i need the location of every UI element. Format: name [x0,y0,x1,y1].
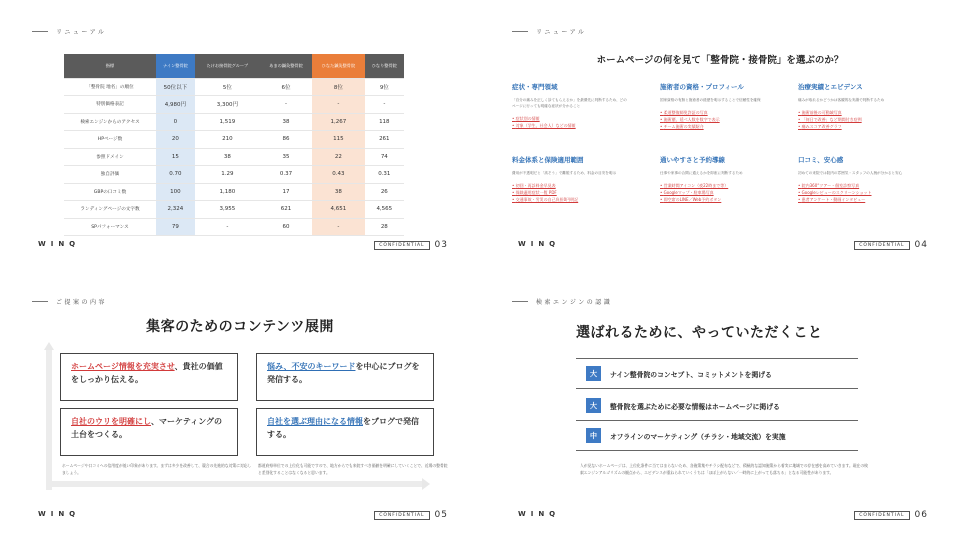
table-cell: 4,565 [365,201,404,219]
table-header-nine: ナイン整骨院 [156,54,195,78]
criteria-item: • Googleマップ・駐車場写真 [660,189,778,196]
action-text: 整骨院を選ぶために必要な情報はホームページに掲げる [610,402,780,411]
confidential-label: CONFIDENTIAL [854,241,909,250]
table-cell: 100 [156,183,195,201]
table-cell: - [195,218,260,236]
row-label: HPページ数 [64,131,156,149]
comparison-table [64,54,404,236]
criteria-column [512,155,630,203]
page-number: 05 [434,510,448,520]
row-label: 参照ドメイン [64,148,156,166]
footer-confidential [854,510,928,520]
criteria-item: • 施術前後の可動域写真 [798,109,916,116]
criteria-description: 仕事や家事の合間に通えるかを即座に判断するため [660,171,743,175]
action-item-3 [586,428,786,443]
criteria-description: 初めての来院では院内の雰囲気・スタッフの人柄が分かると安心 [798,171,903,175]
box-highlight: ホームページ情報を充実させ [71,362,175,371]
criteria-list [512,182,630,203]
section-label: リニューアル [512,27,586,36]
arrow-up-icon [44,342,54,350]
footer-confidential [854,240,928,250]
criteria-column [512,82,630,129]
table-cell: 1,180 [195,183,260,201]
table-cell: - [365,96,404,114]
section-label: ご提案の内容 [32,297,107,306]
table-cell: 9位 [365,78,404,96]
row-label: GBPの口コミ数 [64,183,156,201]
box-text: をブログで発信する。 [267,417,419,439]
slide-05 [0,270,480,540]
table-cell: 15 [156,148,195,166]
table-cell: 38 [260,113,312,131]
row-label: SPパフォーマンス [64,218,156,236]
criteria-item: • 即空席のLINE／Web予約ボタン [660,196,778,203]
section-label: 検索エンジンの認識 [512,297,612,306]
criteria-title: 料金体系と保険適用範囲 [512,156,584,164]
slide-title: 選ばれるために、やっていただくこと [576,325,823,341]
table-cell: 35 [260,148,312,166]
table-row [64,131,404,149]
table-cell: 8位 [312,78,364,96]
criteria-title: 治療実績とエビデンス [798,83,863,91]
row-label: 「整骨院 地名」の順位 [64,78,156,96]
table-row [64,96,404,114]
criteria-description: 痛みが取れるかどうかは客観的な実績で判断するため [798,98,885,102]
slide-03 [0,0,480,270]
table-cell: - [312,218,364,236]
table-cell: 86 [260,131,312,149]
criteria-item: • Googleレビューのスクリーンショット [798,189,916,196]
criteria-item: • 「何日で改善」など期間付き症例 [798,116,916,123]
table-cell: 621 [260,201,312,219]
box-highlight: 悩み、不安のキーワード [267,362,356,371]
table-header-row [64,54,404,78]
table-cell: 22 [312,148,364,166]
row-label: 独自評価 [64,166,156,184]
table-cell: 2,324 [156,201,195,219]
criteria-column [798,155,916,203]
priority-badge: 大 [586,398,601,413]
footer-confidential [374,510,448,520]
criteria-title: 通いやすさと予約導線 [660,156,725,164]
table-header: 指標 [64,54,156,78]
arrow-shaft [46,350,52,490]
criteria-item: • チーム施術の実績紹介 [660,123,778,130]
criteria-description: 費用が不透明だと「高そう」で離脱するため、料金の目安を明示 [512,171,617,175]
row-label: ランディングページの文字数 [64,201,156,219]
table-header: ひなり整骨院 [365,54,404,78]
table-header: あまの鍼灸整骨院 [260,54,312,78]
page-number: 03 [434,240,448,250]
divider [576,450,858,451]
content-box-4 [256,408,434,456]
table-row [64,183,404,201]
confidential-label: CONFIDENTIAL [374,241,429,250]
criteria-column [660,155,778,203]
box-highlight: 自社を選ぶ理由になる情報 [267,417,363,426]
table-row [64,148,404,166]
table-cell: 50位以下 [156,78,195,96]
row-label: 検索エンジンからのアクセス [64,113,156,131]
content-box-2 [256,353,434,401]
table-row [64,201,404,219]
action-item-1 [586,366,772,381]
content-box-1 [60,353,238,401]
slide-04 [480,0,960,270]
divider [576,420,858,421]
table-cell: 0.31 [365,166,404,184]
table-cell: 28 [365,218,404,236]
table-cell: 3,300円 [195,96,260,114]
table-cell: 20 [156,131,195,149]
arrow-right-icon [422,478,430,490]
criteria-list [660,182,778,203]
criteria-title: 施術者の資格・プロフィール [660,83,744,91]
criteria-description: 国家資格の有無と施術者の経歴を明示することで信頼性を確保 [660,98,761,102]
table-cell: 3,955 [195,201,260,219]
table-cell: 4,651 [312,201,364,219]
criteria-item: • 対象（学生、社会人）などの情報 [512,122,630,129]
table-cell: 0.43 [312,166,364,184]
priority-badge: 大 [586,366,601,381]
criteria-item: • 施術歴、延べ人数を数字で表示 [660,116,778,123]
page-number: 04 [914,240,928,250]
confidential-label: CONFIDENTIAL [374,511,429,520]
criteria-title: 症状・専門領域 [512,83,558,91]
note-right: 都道府県単位での上位化も可能ですので、地方からでも来院すべき価値を明確にしていくことで、近場の整骨院と差別化することはなくなると思います。 [258,463,448,475]
row-label: 特別価格表記 [64,96,156,114]
table-cell: 4,980円 [156,96,195,114]
criteria-list [512,115,630,129]
brand-logo: WINQ [518,510,561,518]
criteria-item: • 営業時間アイコン（夜22時まで等） [660,182,778,189]
table-row [64,166,404,184]
criteria-item: • 保険適用症状一覧 PDF [512,189,630,196]
table-row [64,78,404,96]
criteria-item: • 患者アンケート・動画インタビュー [798,196,916,203]
arrow-horizontal [52,481,422,487]
table-cell: 115 [312,131,364,149]
box-text: 、マーケティングの土台をつくる。 [71,417,223,439]
divider [576,388,858,389]
table-cell: 79 [156,218,195,236]
explanation-paragraph: 人が見ないホームページは、上位化条件に当てはまらないため、各施策集やチラシ配布などで、積極的な認知施策から着実に地域での存在感を高めていきます。現在の検索エンジンアルゴリズムの観点から、エビデンスが重ねられていくうちは「ほぼ上がらない／一時的に上がっても落ちる」となる可能性があります。 [580,463,868,475]
slide-06 [480,270,960,540]
action-text: オフラインのマーケティング（チラシ・地域交流）を実施 [610,432,786,441]
criteria-item: • 柔道整復師免許証の写真 [660,109,778,116]
criteria-item: • 痛みスコア改善グラフ [798,123,916,130]
table-cell: 1,267 [312,113,364,131]
action-text: ナイン整骨院のコンセプト、コミットメントを掲げる [610,370,772,379]
box-text: を中心にブログを発信する。 [267,362,420,384]
slide-title: 集客のためのコンテンツ展開 [146,319,334,335]
criteria-column [660,82,778,130]
table-cell: 17 [260,183,312,201]
criteria-item: • 初回・再診料金早見表 [512,182,630,189]
table-cell: 1.29 [195,166,260,184]
footer-confidential [374,240,448,250]
criteria-item: • 症状別の情報 [512,115,630,122]
table-cell: 38 [195,148,260,166]
action-item-2 [586,398,780,413]
slide-title: ホームページの何を見て「整骨院・接骨院」を選ぶのか？ [596,55,844,66]
box-highlight: 自社のウリを明確にし [71,417,151,426]
criteria-title: 口コミ、安心感 [798,156,844,164]
page-number: 06 [914,510,928,520]
brand-logo: WINQ [38,240,81,248]
table-cell: 60 [260,218,312,236]
table-cell: 210 [195,131,260,149]
table-cell: 0.70 [156,166,195,184]
box-text: 、貴社の価値をしっかり伝える。 [71,362,223,384]
brand-logo: WINQ [518,240,561,248]
table-header: たけお接骨院グループ [195,54,260,78]
content-box-3 [60,408,238,456]
table-cell: 6位 [260,78,312,96]
criteria-item: • 院内360°ツアー・個室診察写真 [798,182,916,189]
criteria-list [660,109,778,130]
criteria-list [798,109,916,130]
confidential-label: CONFIDENTIAL [854,511,909,520]
table-cell: 0.37 [260,166,312,184]
priority-badge: 中 [586,428,601,443]
section-label: リニューアル [32,27,106,36]
criteria-list [798,182,916,203]
divider [576,358,858,359]
table-cell: 0 [156,113,195,131]
table-cell: - [260,96,312,114]
table-row [64,218,404,236]
table-header-hinata: ひなた鍼灸整骨院 [312,54,364,78]
table-cell: 261 [365,131,404,149]
note-left: ホームページや口コミへの信用度が低い印象があります。まずは多少を改善して、競合の先進的な対策に対応しましょう。 [62,463,252,475]
brand-logo: WINQ [38,510,81,518]
table-cell: 1,519 [195,113,260,131]
table-cell: - [312,96,364,114]
table-cell: 5位 [195,78,260,96]
table-cell: 74 [365,148,404,166]
criteria-item: • 交通事故・労災の自己負担0円明記 [512,196,630,203]
table-cell: 26 [365,183,404,201]
criteria-column [798,82,916,130]
table-row [64,113,404,131]
table-cell: 118 [365,113,404,131]
criteria-description: 「自分の痛みを正しく診てもらえるか」を最優先に判断するため、どのページに行っても明確な症状が分かること [512,98,627,108]
table-cell: 38 [312,183,364,201]
